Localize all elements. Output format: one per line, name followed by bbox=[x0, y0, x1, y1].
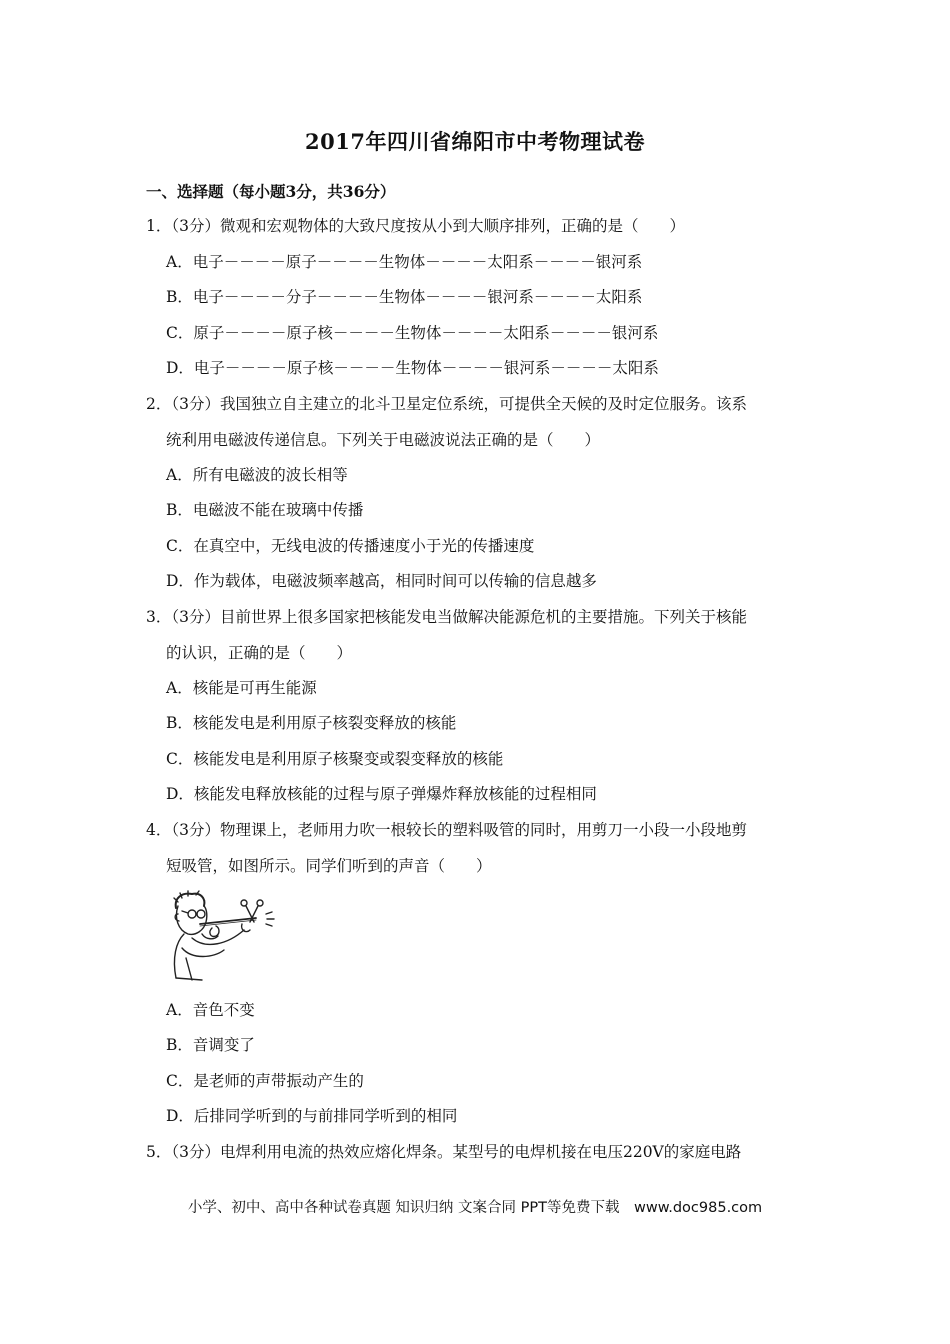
page-footer: 小学、初中、高中各种试卷真题 知识归纳 文案合同 PPT等免费下载 www.doc985.com bbox=[187, 1200, 763, 1216]
question-2-option-b: B．电磁波不能在玻璃中传播 bbox=[166, 501, 364, 519]
question-4-option-c: C．是老师的声带振动产生的 bbox=[166, 1072, 364, 1090]
question-5-stem: 5．（3分）电焊利用电流的热效应熔化焊条。某型号的电焊机接在电压220V的家庭电路 bbox=[146, 1143, 742, 1161]
question-3-option-d: D．核能发电释放核能的过程与原子弹爆炸释放核能的过程相同 bbox=[166, 785, 597, 803]
question-4-option-b: B．音调变了 bbox=[166, 1036, 255, 1054]
question-3-option-c: C．核能发电是利用原子核聚变或裂变释放的核能 bbox=[166, 750, 504, 768]
question-3-option-b: B．核能发电是利用原子核裂变释放的核能 bbox=[166, 714, 457, 732]
question-3-stem: 3．（3分）目前世界上很多国家把核能发电当做解决能源危机的主要措施。下列关于核能 bbox=[146, 608, 747, 626]
question-1-option-b: B．电子－－－－分子－－－－生物体－－－－银河系－－－－太阳系 bbox=[166, 288, 643, 306]
question-2-option-a: A．所有电磁波的波长相等 bbox=[166, 466, 348, 484]
question-3-option-a: A．核能是可再生能源 bbox=[166, 679, 317, 697]
question-4-stem: 4．（3分）物理课上，老师用力吹一根较长的塑料吸管的同时，用剪刀一小段一小段地剪 bbox=[146, 821, 747, 839]
question-1-stem: 1．（3分）微观和宏观物体的大致尺度按从小到大顺序排列，正确的是（ ） bbox=[146, 217, 685, 235]
question-2-stem: 2．（3分）我国独立自主建立的北斗卫星定位系统，可提供全天候的及时定位服务。该系 bbox=[146, 395, 747, 413]
question-2-stem-cont: 统利用电磁波传递信息。下列关于电磁波说法正确的是（ ） bbox=[166, 431, 601, 449]
page-title: 2017年四川省绵阳市中考物理试卷 bbox=[305, 129, 645, 154]
question-1-option-d: D．电子－－－－原子核－－－－生物体－－－－银河系－－－－太阳系 bbox=[166, 359, 659, 377]
question-3-stem-cont: 的认识，正确的是（ ） bbox=[166, 644, 353, 662]
question-1-option-a: A．电子－－－－原子－－－－生物体－－－－太阳系－－－－银河系 bbox=[166, 253, 643, 271]
question-2-option-d: D．作为载体，电磁波频率越高，相同时间可以传输的信息越多 bbox=[166, 572, 597, 590]
question-4-option-a: A．音色不变 bbox=[166, 1001, 255, 1019]
question-1-option-c: C．原子－－－－原子核－－－－生物体－－－－太阳系－－－－银河系 bbox=[166, 324, 659, 342]
question-2-option-c: C．在真空中，无线电波的传播速度小于光的传播速度 bbox=[166, 537, 535, 555]
question-4-option-d: D．后排同学听到的与前排同学听到的相同 bbox=[166, 1107, 458, 1125]
question-4-stem-cont: 短吸管，如图所示。同学们听到的声音（ ） bbox=[166, 857, 492, 875]
section-heading: 一、选择题（每小题3分，共36分） bbox=[146, 182, 396, 201]
teacher-cutting-straw-figure bbox=[162, 888, 288, 984]
